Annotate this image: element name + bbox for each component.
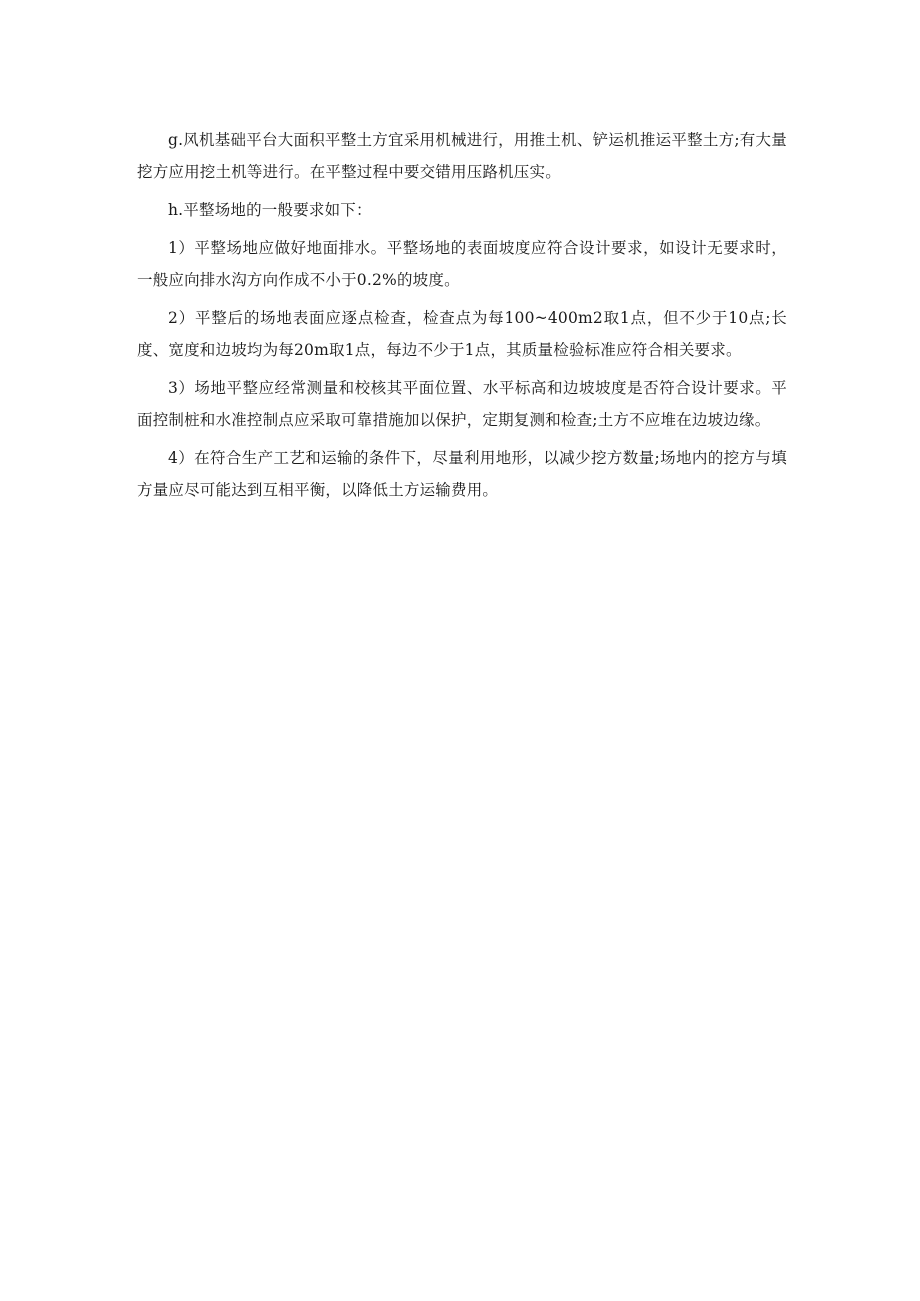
paragraph-g: g.风机基础平台大面积平整土方宜采用机械进行，用推土机、铲运机推运平整土方;有大量挖方应用挖土机等进行。在平整过程中要交错用压路机压实。 [137, 131, 787, 181]
paragraph-item-2: 2）平整后的场地表面应逐点检查，检查点为每100~400m2取1点，但不少于10点;长度、宽度和边坡均为每20m取1点，每边不少于1点，其质量检验标准应符合相关要求。 [137, 309, 787, 359]
paragraph-h: h.平整场地的一般要求如下： [168, 201, 372, 219]
paragraph-item-3: 3）场地平整应经常测量和校核其平面位置、水平标高和边坡坡度是否符合设计要求。平面控制桩和水准控制点应采取可靠措施加以保护，定期复测和检查;土方不应堆在边坡边缘。 [137, 379, 787, 429]
paragraph-item-1: 1）平整场地应做好地面排水。平整场地的表面坡度应符合设计要求，如设计无要求时，一般应向排水沟方向作成不小于0.2%的坡度。 [137, 239, 787, 289]
paragraph-item-4: 4）在符合生产工艺和运输的条件下，尽量利用地形，以减少挖方数量;场地内的挖方与填方量应尽可能达到互相平衡，以降低土方运输费用。 [137, 449, 787, 499]
document-body [137, 124, 787, 512]
